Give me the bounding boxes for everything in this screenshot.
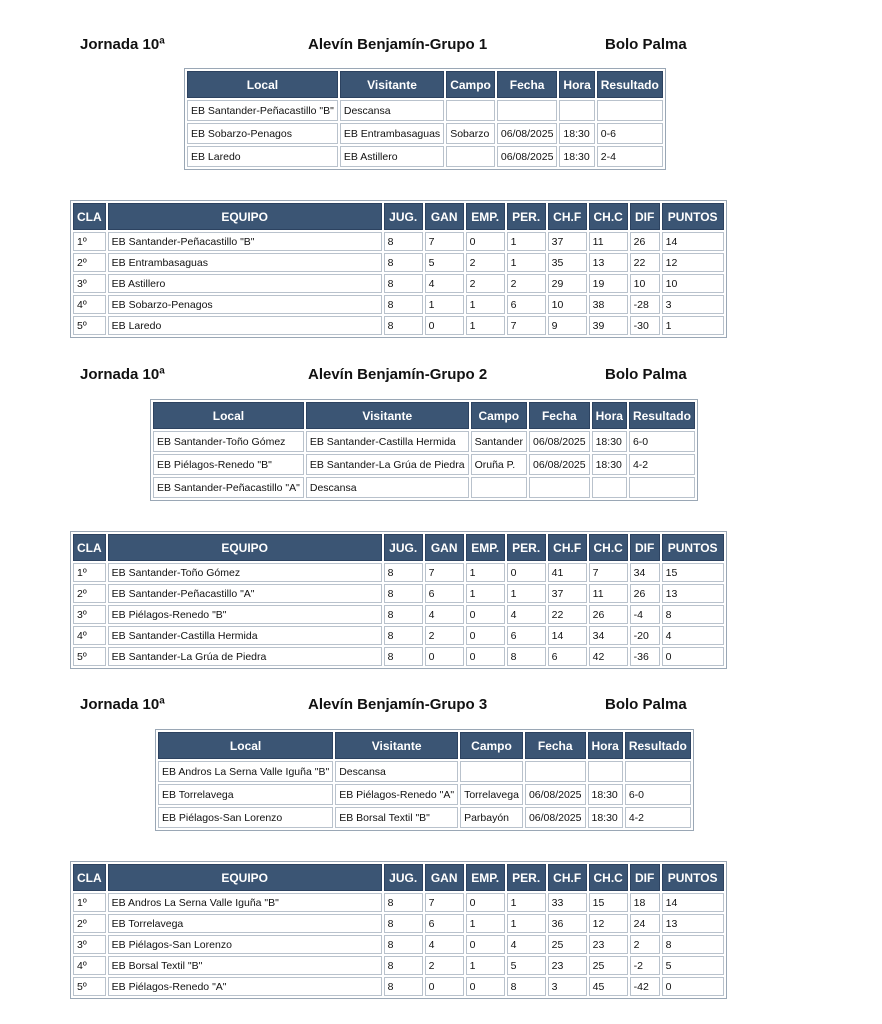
jug-cell: 8 xyxy=(384,605,423,624)
jug-cell: 8 xyxy=(384,914,423,933)
equipo-cell: EB Andros La Serna Valle Iguña "B" xyxy=(108,893,382,912)
cla-cell: 4º xyxy=(73,956,106,975)
emp-cell: 1 xyxy=(466,316,505,335)
cla-cell: 3º xyxy=(73,935,106,954)
puntos-cell: 10 xyxy=(662,274,724,293)
equipo-cell: EB Sobarzo-Penagos xyxy=(108,295,382,314)
gan-cell: 6 xyxy=(425,914,464,933)
fecha-cell xyxy=(497,100,558,121)
standings-table-3 xyxy=(70,861,727,999)
matches-table-2 xyxy=(150,399,698,501)
chf-cell: 23 xyxy=(548,956,587,975)
standing-row xyxy=(73,584,724,603)
chc-cell: 13 xyxy=(589,253,628,272)
category-label: Alevín Benjamín-Grupo 3 xyxy=(308,696,488,713)
chc-cell: 42 xyxy=(589,647,628,666)
cla-cell: 3º xyxy=(73,274,106,293)
dif-cell: 24 xyxy=(630,914,660,933)
col-local: Local xyxy=(158,732,333,759)
chc-cell: 25 xyxy=(589,956,628,975)
discipline-label: Bolo Palma xyxy=(605,696,687,713)
resultado-cell xyxy=(629,477,695,498)
standings-table-2 xyxy=(70,531,727,669)
match-row xyxy=(153,477,695,498)
emp-cell: 1 xyxy=(466,584,505,603)
resultado-cell: 4-2 xyxy=(625,807,691,828)
campo-cell xyxy=(471,477,527,498)
gan-cell: 0 xyxy=(425,316,464,335)
hora-cell: 18:30 xyxy=(588,784,623,805)
col-emp: EMP. xyxy=(466,534,505,561)
chc-cell: 19 xyxy=(589,274,628,293)
local-cell: EB Santander-Toño Gómez xyxy=(153,431,304,452)
chc-cell: 45 xyxy=(589,977,628,996)
col-fecha: Fecha xyxy=(497,71,558,98)
jug-cell: 8 xyxy=(384,274,423,293)
match-row xyxy=(158,807,691,828)
col-equipo: EQUIPO xyxy=(108,864,382,891)
visitante-cell: Descansa xyxy=(306,477,469,498)
equipo-cell: EB Santander-Peñacastillo "B" xyxy=(108,232,382,251)
hora-cell: 18:30 xyxy=(592,454,627,475)
dif-cell: -20 xyxy=(630,626,660,645)
col-local: Local xyxy=(153,402,304,429)
dif-cell: -4 xyxy=(630,605,660,624)
col-fecha: Fecha xyxy=(525,732,586,759)
chc-cell: 15 xyxy=(589,893,628,912)
dif-cell: 26 xyxy=(630,232,660,251)
puntos-cell: 15 xyxy=(662,563,724,582)
col-per: PER. xyxy=(507,864,546,891)
equipo-cell: EB Borsal Textil "B" xyxy=(108,956,382,975)
standing-row xyxy=(73,626,724,645)
standing-row xyxy=(73,563,724,582)
hora-cell: 18:30 xyxy=(592,431,627,452)
chf-cell: 29 xyxy=(548,274,587,293)
match-row xyxy=(153,454,695,475)
resultado-cell: 6-0 xyxy=(629,431,695,452)
col-emp: EMP. xyxy=(466,203,505,230)
matches-table-1 xyxy=(184,68,666,170)
col-gan: GAN xyxy=(425,203,464,230)
standings-header-row xyxy=(73,534,724,561)
standing-row xyxy=(73,605,724,624)
dif-cell: 22 xyxy=(630,253,660,272)
per-cell: 0 xyxy=(507,563,546,582)
emp-cell: 0 xyxy=(466,647,505,666)
puntos-cell: 8 xyxy=(662,935,724,954)
chc-cell: 11 xyxy=(589,232,628,251)
equipo-cell: EB Piélagos-Renedo "A" xyxy=(108,977,382,996)
fecha-cell: 06/08/2025 xyxy=(497,146,558,167)
resultado-cell xyxy=(625,761,691,782)
chc-cell: 34 xyxy=(589,626,628,645)
puntos-cell: 1 xyxy=(662,316,724,335)
col-hora: Hora xyxy=(559,71,594,98)
jug-cell: 8 xyxy=(384,232,423,251)
dif-cell: 26 xyxy=(630,584,660,603)
chf-cell: 37 xyxy=(548,584,587,603)
gan-cell: 5 xyxy=(425,253,464,272)
visitante-cell: EB Santander-La Grúa de Piedra xyxy=(306,454,469,475)
col-resultado: Resultado xyxy=(629,402,695,429)
discipline-label: Bolo Palma xyxy=(605,36,687,53)
fecha-cell: 06/08/2025 xyxy=(525,807,586,828)
cla-cell: 3º xyxy=(73,605,106,624)
standing-row xyxy=(73,232,724,251)
local-cell: EB Laredo xyxy=(187,146,338,167)
matches-header-row xyxy=(158,732,691,759)
equipo-cell: EB Laredo xyxy=(108,316,382,335)
gan-cell: 7 xyxy=(425,232,464,251)
per-cell: 1 xyxy=(507,232,546,251)
chc-cell: 39 xyxy=(589,316,628,335)
chf-cell: 36 xyxy=(548,914,587,933)
jug-cell: 8 xyxy=(384,584,423,603)
local-cell: EB Andros La Serna Valle Iguña "B" xyxy=(158,761,333,782)
per-cell: 7 xyxy=(507,316,546,335)
matches-header-row xyxy=(187,71,663,98)
campo-cell: Torrelavega xyxy=(460,784,523,805)
puntos-cell: 14 xyxy=(662,232,724,251)
campo-cell: Santander xyxy=(471,431,527,452)
match-row xyxy=(187,100,663,121)
puntos-cell: 0 xyxy=(662,647,724,666)
dif-cell: 34 xyxy=(630,563,660,582)
cla-cell: 1º xyxy=(73,563,106,582)
hora-cell xyxy=(559,100,594,121)
resultado-cell xyxy=(597,100,663,121)
emp-cell: 1 xyxy=(466,295,505,314)
matches-header-row xyxy=(153,402,695,429)
col-cla: CLA xyxy=(73,864,106,891)
per-cell: 5 xyxy=(507,956,546,975)
equipo-cell: EB Santander-Peñacastillo "A" xyxy=(108,584,382,603)
dif-cell: -42 xyxy=(630,977,660,996)
chf-cell: 41 xyxy=(548,563,587,582)
dif-cell: -30 xyxy=(630,316,660,335)
chf-cell: 3 xyxy=(548,977,587,996)
fecha-cell xyxy=(529,477,590,498)
hora-cell: 18:30 xyxy=(559,123,594,144)
jug-cell: 8 xyxy=(384,563,423,582)
category-label: Alevín Benjamín-Grupo 1 xyxy=(308,36,488,53)
jug-cell: 8 xyxy=(384,893,423,912)
cla-cell: 1º xyxy=(73,232,106,251)
col-chc: CH.C xyxy=(589,534,628,561)
col-resultado: Resultado xyxy=(625,732,691,759)
jug-cell: 8 xyxy=(384,935,423,954)
standing-row xyxy=(73,253,724,272)
puntos-cell: 13 xyxy=(662,584,724,603)
emp-cell: 1 xyxy=(466,563,505,582)
resultado-cell: 4-2 xyxy=(629,454,695,475)
dif-cell: -36 xyxy=(630,647,660,666)
standing-row xyxy=(73,956,724,975)
col-visitante: Visitante xyxy=(306,402,469,429)
equipo-cell: EB Piélagos-San Lorenzo xyxy=(108,935,382,954)
visitante-cell: EB Santander-Castilla Hermida xyxy=(306,431,469,452)
puntos-cell: 14 xyxy=(662,893,724,912)
local-cell: EB Santander-Peñacastillo "A" xyxy=(153,477,304,498)
chf-cell: 6 xyxy=(548,647,587,666)
gan-cell: 0 xyxy=(425,977,464,996)
hora-cell: 18:30 xyxy=(588,807,623,828)
jug-cell: 8 xyxy=(384,253,423,272)
dif-cell: -28 xyxy=(630,295,660,314)
resultado-cell: 0-6 xyxy=(597,123,663,144)
puntos-cell: 4 xyxy=(662,626,724,645)
chc-cell: 26 xyxy=(589,605,628,624)
col-gan: GAN xyxy=(425,534,464,561)
chf-cell: 37 xyxy=(548,232,587,251)
per-cell: 1 xyxy=(507,253,546,272)
campo-cell: Sobarzo xyxy=(446,123,495,144)
gan-cell: 1 xyxy=(425,295,464,314)
chf-cell: 25 xyxy=(548,935,587,954)
campo-cell xyxy=(446,146,495,167)
gan-cell: 4 xyxy=(425,274,464,293)
match-row xyxy=(187,146,663,167)
matches-table-3 xyxy=(155,729,694,831)
standing-row xyxy=(73,914,724,933)
discipline-label: Bolo Palma xyxy=(605,366,687,383)
emp-cell: 0 xyxy=(466,605,505,624)
category-label: Alevín Benjamín-Grupo 2 xyxy=(308,366,488,383)
chf-cell: 14 xyxy=(548,626,587,645)
emp-cell: 1 xyxy=(466,956,505,975)
resultado-cell: 2-4 xyxy=(597,146,663,167)
col-per: PER. xyxy=(507,534,546,561)
gan-cell: 4 xyxy=(425,605,464,624)
col-chf: CH.F xyxy=(548,203,587,230)
campo-cell xyxy=(446,100,495,121)
emp-cell: 0 xyxy=(466,232,505,251)
match-row xyxy=(153,431,695,452)
jornada-label: Jornada 10ª xyxy=(80,696,165,713)
standing-row xyxy=(73,274,724,293)
puntos-cell: 0 xyxy=(662,977,724,996)
emp-cell: 0 xyxy=(466,977,505,996)
standing-row xyxy=(73,647,724,666)
col-hora: Hora xyxy=(592,402,627,429)
cla-cell: 2º xyxy=(73,584,106,603)
equipo-cell: EB Entrambasaguas xyxy=(108,253,382,272)
jug-cell: 8 xyxy=(384,977,423,996)
col-resultado: Resultado xyxy=(597,71,663,98)
per-cell: 8 xyxy=(507,647,546,666)
per-cell: 1 xyxy=(507,914,546,933)
fecha-cell: 06/08/2025 xyxy=(497,123,558,144)
equipo-cell: EB Torrelavega xyxy=(108,914,382,933)
fecha-cell: 06/08/2025 xyxy=(525,784,586,805)
fecha-cell: 06/08/2025 xyxy=(529,431,590,452)
col-fecha: Fecha xyxy=(529,402,590,429)
col-jug: JUG. xyxy=(384,864,423,891)
chc-cell: 23 xyxy=(589,935,628,954)
chc-cell: 11 xyxy=(589,584,628,603)
equipo-cell: EB Santander-La Grúa de Piedra xyxy=(108,647,382,666)
standing-row xyxy=(73,935,724,954)
cla-cell: 2º xyxy=(73,253,106,272)
col-visitante: Visitante xyxy=(340,71,444,98)
col-campo: Campo xyxy=(460,732,523,759)
match-row xyxy=(187,123,663,144)
standings-header-row xyxy=(73,864,724,891)
per-cell: 1 xyxy=(507,893,546,912)
jornada-label: Jornada 10ª xyxy=(80,36,165,53)
equipo-cell: EB Piélagos-Renedo "B" xyxy=(108,605,382,624)
col-visitante: Visitante xyxy=(335,732,458,759)
chc-cell: 12 xyxy=(589,914,628,933)
standing-row xyxy=(73,893,724,912)
cla-cell: 5º xyxy=(73,977,106,996)
col-equipo: EQUIPO xyxy=(108,534,382,561)
local-cell: EB Piélagos-Renedo "B" xyxy=(153,454,304,475)
visitante-cell: Descansa xyxy=(340,100,444,121)
col-jug: JUG. xyxy=(384,534,423,561)
dif-cell: -2 xyxy=(630,956,660,975)
per-cell: 6 xyxy=(507,295,546,314)
col-local: Local xyxy=(187,71,338,98)
campo-cell: Oruña P. xyxy=(471,454,527,475)
col-chf: CH.F xyxy=(548,864,587,891)
jug-cell: 8 xyxy=(384,956,423,975)
per-cell: 8 xyxy=(507,977,546,996)
col-dif: DIF xyxy=(630,864,660,891)
chf-cell: 10 xyxy=(548,295,587,314)
standing-row xyxy=(73,977,724,996)
campo-cell xyxy=(460,761,523,782)
visitante-cell: EB Astillero xyxy=(340,146,444,167)
emp-cell: 0 xyxy=(466,893,505,912)
gan-cell: 2 xyxy=(425,626,464,645)
chf-cell: 9 xyxy=(548,316,587,335)
jug-cell: 8 xyxy=(384,647,423,666)
col-puntos: PUNTOS xyxy=(662,534,724,561)
gan-cell: 7 xyxy=(425,563,464,582)
puntos-cell: 8 xyxy=(662,605,724,624)
equipo-cell: EB Santander-Castilla Hermida xyxy=(108,626,382,645)
standings-table-1 xyxy=(70,200,727,338)
emp-cell: 2 xyxy=(466,253,505,272)
col-hora: Hora xyxy=(588,732,623,759)
col-campo: Campo xyxy=(471,402,527,429)
col-gan: GAN xyxy=(425,864,464,891)
jug-cell: 8 xyxy=(384,626,423,645)
visitante-cell: Descansa xyxy=(335,761,458,782)
jug-cell: 8 xyxy=(384,295,423,314)
col-puntos: PUNTOS xyxy=(662,864,724,891)
local-cell: EB Santander-Peñacastillo "B" xyxy=(187,100,338,121)
col-chc: CH.C xyxy=(589,203,628,230)
col-dif: DIF xyxy=(630,203,660,230)
dif-cell: 18 xyxy=(630,893,660,912)
col-cla: CLA xyxy=(73,534,106,561)
cla-cell: 4º xyxy=(73,626,106,645)
fecha-cell: 06/08/2025 xyxy=(529,454,590,475)
hora-cell xyxy=(592,477,627,498)
visitante-cell: EB Entrambasaguas xyxy=(340,123,444,144)
gan-cell: 7 xyxy=(425,893,464,912)
gan-cell: 2 xyxy=(425,956,464,975)
puntos-cell: 12 xyxy=(662,253,724,272)
gan-cell: 0 xyxy=(425,647,464,666)
campo-cell: Parbayón xyxy=(460,807,523,828)
chf-cell: 22 xyxy=(548,605,587,624)
chc-cell: 7 xyxy=(589,563,628,582)
emp-cell: 2 xyxy=(466,274,505,293)
visitante-cell: EB Borsal Textil "B" xyxy=(335,807,458,828)
jug-cell: 8 xyxy=(384,316,423,335)
per-cell: 4 xyxy=(507,935,546,954)
col-dif: DIF xyxy=(630,534,660,561)
col-campo: Campo xyxy=(446,71,495,98)
cla-cell: 4º xyxy=(73,295,106,314)
equipo-cell: EB Santander-Toño Gómez xyxy=(108,563,382,582)
hora-cell: 18:30 xyxy=(559,146,594,167)
local-cell: EB Sobarzo-Penagos xyxy=(187,123,338,144)
jornada-label: Jornada 10ª xyxy=(80,366,165,383)
local-cell: EB Piélagos-San Lorenzo xyxy=(158,807,333,828)
gan-cell: 4 xyxy=(425,935,464,954)
hora-cell xyxy=(588,761,623,782)
per-cell: 6 xyxy=(507,626,546,645)
cla-cell: 5º xyxy=(73,316,106,335)
match-row xyxy=(158,784,691,805)
col-puntos: PUNTOS xyxy=(662,203,724,230)
cla-cell: 5º xyxy=(73,647,106,666)
cla-cell: 2º xyxy=(73,914,106,933)
cla-cell: 1º xyxy=(73,893,106,912)
chc-cell: 38 xyxy=(589,295,628,314)
col-chf: CH.F xyxy=(548,534,587,561)
dif-cell: 2 xyxy=(630,935,660,954)
col-equipo: EQUIPO xyxy=(108,203,382,230)
match-row xyxy=(158,761,691,782)
per-cell: 2 xyxy=(507,274,546,293)
col-emp: EMP. xyxy=(466,864,505,891)
puntos-cell: 13 xyxy=(662,914,724,933)
per-cell: 1 xyxy=(507,584,546,603)
col-jug: JUG. xyxy=(384,203,423,230)
col-cla: CLA xyxy=(73,203,106,230)
col-per: PER. xyxy=(507,203,546,230)
puntos-cell: 3 xyxy=(662,295,724,314)
visitante-cell: EB Piélagos-Renedo "A" xyxy=(335,784,458,805)
emp-cell: 0 xyxy=(466,626,505,645)
dif-cell: 10 xyxy=(630,274,660,293)
standings-header-row xyxy=(73,203,724,230)
chf-cell: 35 xyxy=(548,253,587,272)
emp-cell: 0 xyxy=(466,935,505,954)
emp-cell: 1 xyxy=(466,914,505,933)
gan-cell: 6 xyxy=(425,584,464,603)
chf-cell: 33 xyxy=(548,893,587,912)
col-chc: CH.C xyxy=(589,864,628,891)
puntos-cell: 5 xyxy=(662,956,724,975)
local-cell: EB Torrelavega xyxy=(158,784,333,805)
per-cell: 4 xyxy=(507,605,546,624)
fecha-cell xyxy=(525,761,586,782)
standing-row xyxy=(73,316,724,335)
resultado-cell: 6-0 xyxy=(625,784,691,805)
equipo-cell: EB Astillero xyxy=(108,274,382,293)
standing-row xyxy=(73,295,724,314)
